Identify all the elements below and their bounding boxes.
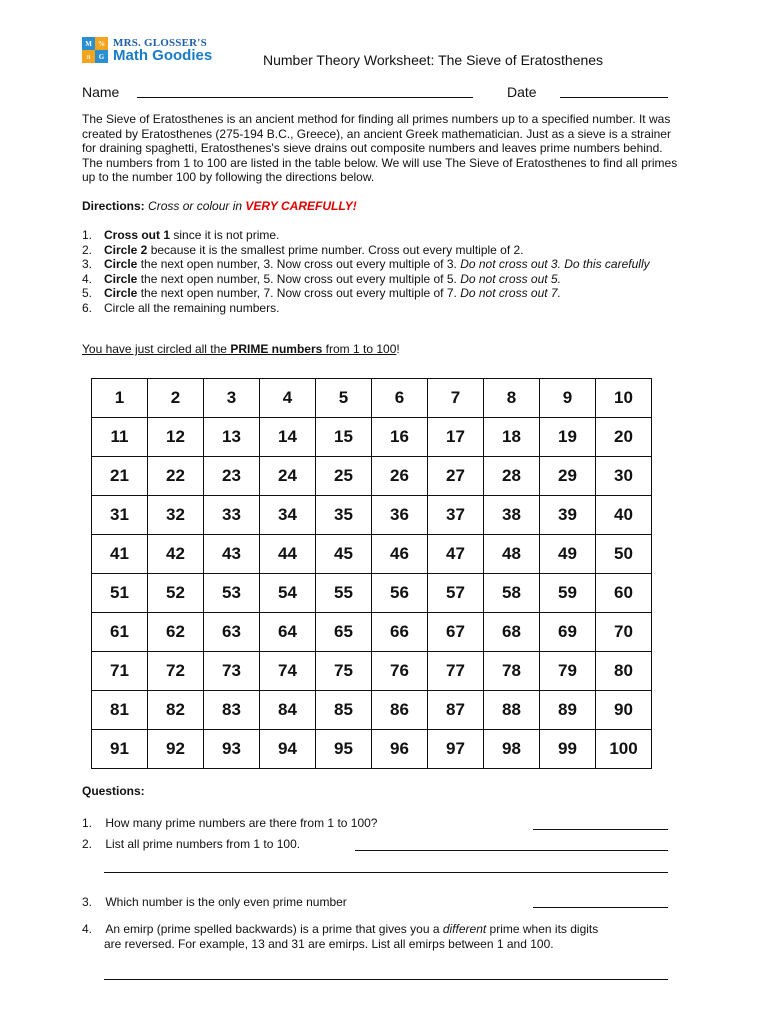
grid-cell[interactable]: 73 (204, 652, 260, 691)
grid-cell[interactable]: 6 (372, 379, 428, 418)
intro-paragraph: The Sieve of Eratosthenes is an ancient method for finding all primes numbers up to a specified number. It was created by Eratosthenes (275-194 B.C., Greece), an ancient Greek mathematician. Just as a sieve is a strainer for draining spaghetti, Eratosthenes's sieve drains out composite numbers and leaves prime numbers behind. The numbers from 1 to 100 are listed in the table below. We will use The Sieve of Eratosthenes to find all primes up to the number 100 by following the directions below. (82, 112, 678, 185)
grid-cell[interactable]: 16 (372, 418, 428, 457)
question-italic: different (442, 922, 487, 936)
number-grid (91, 378, 652, 769)
grid-cell[interactable]: 17 (428, 418, 484, 457)
question-number: 2. (82, 837, 93, 851)
grid-cell[interactable]: 78 (484, 652, 540, 691)
grid-cell[interactable]: 47 (428, 535, 484, 574)
grid-cell[interactable]: 45 (316, 535, 372, 574)
grid-cell[interactable]: 38 (484, 496, 540, 535)
grid-cell[interactable]: 46 (372, 535, 428, 574)
grid-cell[interactable]: 91 (92, 730, 148, 769)
grid-cell[interactable]: 18 (484, 418, 540, 457)
worksheet-title: Number Theory Worksheet: The Sieve of Eratosthenes (263, 52, 604, 68)
grid-cell[interactable]: 28 (484, 457, 540, 496)
grid-cell[interactable]: 44 (260, 535, 316, 574)
grid-cell[interactable]: 15 (316, 418, 372, 457)
step-bold: Circle (104, 286, 138, 301)
grid-cell[interactable]: 71 (92, 652, 148, 691)
grid-cell[interactable]: 93 (204, 730, 260, 769)
question-number: 1. (82, 816, 93, 830)
grid-cell[interactable]: 11 (92, 418, 148, 457)
step-bold: Circle 2 (104, 242, 148, 257)
grid-cell[interactable]: 21 (92, 457, 148, 496)
step-text: Circle all the remaining numbers. (104, 300, 280, 315)
grid-cell[interactable]: 88 (484, 691, 540, 730)
summary-bold: PRIME numbers (230, 342, 323, 356)
grid-cell[interactable]: 67 (428, 613, 484, 652)
grid-cell[interactable]: 64 (260, 613, 316, 652)
grid-cell[interactable]: 40 (596, 496, 652, 535)
questions-heading: Questions: (82, 784, 145, 798)
step-text: since it is not prime. (170, 228, 280, 242)
grid-cell[interactable]: 35 (316, 496, 372, 535)
grid-cell[interactable]: 58 (484, 574, 540, 613)
grid-cell[interactable]: 77 (428, 652, 484, 691)
grid-cell[interactable]: 1 (92, 379, 148, 418)
grid-cell[interactable]: 66 (372, 613, 428, 652)
grid-cell[interactable]: 30 (596, 457, 652, 496)
grid-cell[interactable]: 57 (428, 574, 484, 613)
grid-cell[interactable]: 19 (540, 418, 596, 457)
grid-cell[interactable]: 37 (428, 496, 484, 535)
grid-cell[interactable]: 59 (540, 574, 596, 613)
grid-cell[interactable]: 98 (484, 730, 540, 769)
grid-cell[interactable]: 29 (540, 457, 596, 496)
grid-row (92, 574, 652, 613)
step-number: 6. (82, 300, 93, 315)
grid-cell[interactable]: 72 (148, 652, 204, 691)
step-text: the next open number, 3. Now cross out every multiple of 3. (137, 257, 461, 272)
grid-cell[interactable]: 80 (596, 652, 652, 691)
grid-row (92, 730, 652, 769)
directions-label: Directions: (82, 199, 145, 213)
grid-cell[interactable]: 83 (204, 691, 260, 730)
grid-cell[interactable]: 39 (540, 496, 596, 535)
grid-cell[interactable]: 90 (596, 691, 652, 730)
grid-cell[interactable]: 70 (596, 613, 652, 652)
grid-cell[interactable]: 26 (372, 457, 428, 496)
grid-row (92, 457, 652, 496)
grid-cell[interactable]: 34 (260, 496, 316, 535)
question-number: 3. (82, 895, 93, 909)
grid-row (92, 613, 652, 652)
grid-cell[interactable]: 82 (148, 691, 204, 730)
logo-icon (82, 37, 108, 63)
grid-cell[interactable]: 25 (316, 457, 372, 496)
summary-line (82, 342, 400, 356)
grid-cell[interactable]: 2 (148, 379, 204, 418)
grid-cell[interactable]: 12 (148, 418, 204, 457)
step-number: 2. (82, 242, 93, 257)
step-italic: Do not cross out 5. (460, 271, 561, 286)
grid-row (92, 379, 652, 418)
step-text: the next open number, 7. Now cross out every multiple of 7. (137, 286, 461, 301)
math-goodies-logo (82, 37, 232, 67)
grid-cell[interactable]: 97 (428, 730, 484, 769)
step-bold: Circle (104, 257, 138, 272)
grid-cell[interactable]: 68 (484, 613, 540, 652)
directions-emphasis: VERY CAREFULLY! (245, 199, 357, 213)
question-text-line2: are reversed. For example, 13 and 31 are emirps. List all emirps between 1 and 100. (104, 937, 554, 951)
grid-cell[interactable]: 60 (596, 574, 652, 613)
logo-cell: G (95, 50, 108, 63)
grid-row (92, 691, 652, 730)
question-1 (82, 816, 377, 830)
grid-cell[interactable]: 23 (204, 457, 260, 496)
answer-line-4[interactable] (104, 979, 668, 980)
date-label: Date (507, 84, 537, 100)
answer-line-1[interactable] (533, 829, 668, 830)
grid-cell[interactable]: 96 (372, 730, 428, 769)
name-label: Name (82, 84, 120, 100)
summary-after: from 1 to 100 (322, 342, 397, 356)
step-number: 1. (82, 228, 93, 242)
grid-cell[interactable]: 50 (596, 535, 652, 574)
grid-row (92, 652, 652, 691)
question-2 (82, 837, 300, 851)
grid-cell[interactable]: 84 (260, 691, 316, 730)
grid-cell[interactable]: 7 (428, 379, 484, 418)
grid-cell[interactable]: 55 (316, 574, 372, 613)
question-text: Which number is the only even prime number (105, 895, 347, 909)
grid-cell[interactable]: 53 (204, 574, 260, 613)
step-bold: Cross out 1 (104, 228, 171, 242)
grid-cell[interactable]: 49 (540, 535, 596, 574)
grid-cell[interactable]: 85 (316, 691, 372, 730)
grid-cell[interactable]: 86 (372, 691, 428, 730)
grid-cell[interactable]: 42 (148, 535, 204, 574)
grid-cell[interactable]: 4 (260, 379, 316, 418)
grid-cell[interactable]: 24 (260, 457, 316, 496)
question-4 (82, 922, 682, 952)
grid-cell[interactable]: 5 (316, 379, 372, 418)
grid-cell[interactable]: 3 (204, 379, 260, 418)
grid-cell[interactable]: 20 (596, 418, 652, 457)
grid-cell[interactable]: 87 (428, 691, 484, 730)
grid-cell[interactable]: 65 (316, 613, 372, 652)
grid-cell[interactable]: 33 (204, 496, 260, 535)
step-item (82, 301, 682, 316)
grid-cell[interactable]: 51 (92, 574, 148, 613)
grid-cell[interactable]: 61 (92, 613, 148, 652)
grid-cell[interactable]: 31 (92, 496, 148, 535)
step-item (82, 272, 682, 287)
directions-text: Cross or colour in (148, 199, 243, 213)
answer-line-3[interactable] (533, 907, 668, 908)
grid-cell[interactable]: 32 (148, 496, 204, 535)
grid-cell[interactable]: 52 (148, 574, 204, 613)
question-text: How many prime numbers are there from 1 to 100? (105, 816, 378, 830)
name-field-line[interactable] (137, 97, 473, 98)
step-number: 5. (82, 286, 93, 301)
grid-cell[interactable]: 62 (148, 613, 204, 652)
grid-cell[interactable]: 79 (540, 652, 596, 691)
step-text: because it is the smallest prime number. Cross out every multiple of 2. (147, 242, 524, 257)
step-item (82, 243, 682, 258)
logo-cell: π (82, 50, 95, 63)
grid-cell[interactable]: 95 (316, 730, 372, 769)
grid-cell[interactable]: 43 (204, 535, 260, 574)
logo-line1: MRS. GLOSSER'S (113, 37, 207, 49)
grid-cell[interactable]: 74 (260, 652, 316, 691)
step-bold: Circle (104, 271, 138, 286)
grid-cell[interactable]: 41 (92, 535, 148, 574)
grid-cell[interactable]: 63 (204, 613, 260, 652)
grid-cell[interactable]: 81 (92, 691, 148, 730)
step-number: 3. (82, 257, 93, 272)
grid-cell[interactable]: 75 (316, 652, 372, 691)
grid-cell[interactable]: 100 (596, 730, 652, 769)
grid-cell[interactable]: 69 (540, 613, 596, 652)
grid-cell[interactable]: 8 (484, 379, 540, 418)
question-number: 4. (82, 922, 93, 936)
grid-cell[interactable]: 76 (372, 652, 428, 691)
logo-line2: Math Goodies (113, 47, 213, 64)
summary-end: ! (396, 342, 400, 356)
steps-list (82, 228, 682, 316)
grid-cell[interactable]: 56 (372, 574, 428, 613)
grid-cell[interactable]: 14 (260, 418, 316, 457)
logo-cell: M (82, 37, 95, 50)
logo-cell: % (95, 37, 108, 50)
question-3 (82, 895, 347, 909)
step-number: 4. (82, 271, 93, 286)
grid-row (92, 496, 652, 535)
question-text: An emirp (prime spelled backwards) is a prime that gives you a (105, 922, 443, 936)
grid-cell[interactable]: 92 (148, 730, 204, 769)
summary-before: You have just circled all the (82, 342, 231, 356)
answer-line-2b[interactable] (104, 872, 668, 873)
grid-row (92, 535, 652, 574)
grid-cell[interactable]: 94 (260, 730, 316, 769)
step-italic: Do not cross out 7. (460, 286, 561, 301)
directions (82, 199, 357, 213)
date-field-line[interactable] (560, 97, 668, 98)
grid-row (92, 418, 652, 457)
grid-cell[interactable]: 22 (148, 457, 204, 496)
grid-cell[interactable]: 54 (260, 574, 316, 613)
grid-cell[interactable]: 10 (596, 379, 652, 418)
answer-line-2a[interactable] (355, 850, 668, 851)
grid-cell[interactable]: 99 (540, 730, 596, 769)
grid-cell[interactable]: 89 (540, 691, 596, 730)
step-item (82, 286, 682, 301)
grid-cell[interactable]: 36 (372, 496, 428, 535)
grid-cell[interactable]: 48 (484, 535, 540, 574)
question-text-after: prime when its digits (486, 922, 599, 936)
step-italic: Do not cross out 3. Do this carefully (460, 257, 650, 272)
question-text: List all prime numbers from 1 to 100. (105, 837, 301, 851)
grid-cell[interactable]: 9 (540, 379, 596, 418)
step-text: the next open number, 5. Now cross out every multiple of 5. (137, 271, 461, 286)
grid-cell[interactable]: 13 (204, 418, 260, 457)
grid-cell[interactable]: 27 (428, 457, 484, 496)
step-item (82, 257, 682, 272)
step-item (82, 228, 682, 243)
